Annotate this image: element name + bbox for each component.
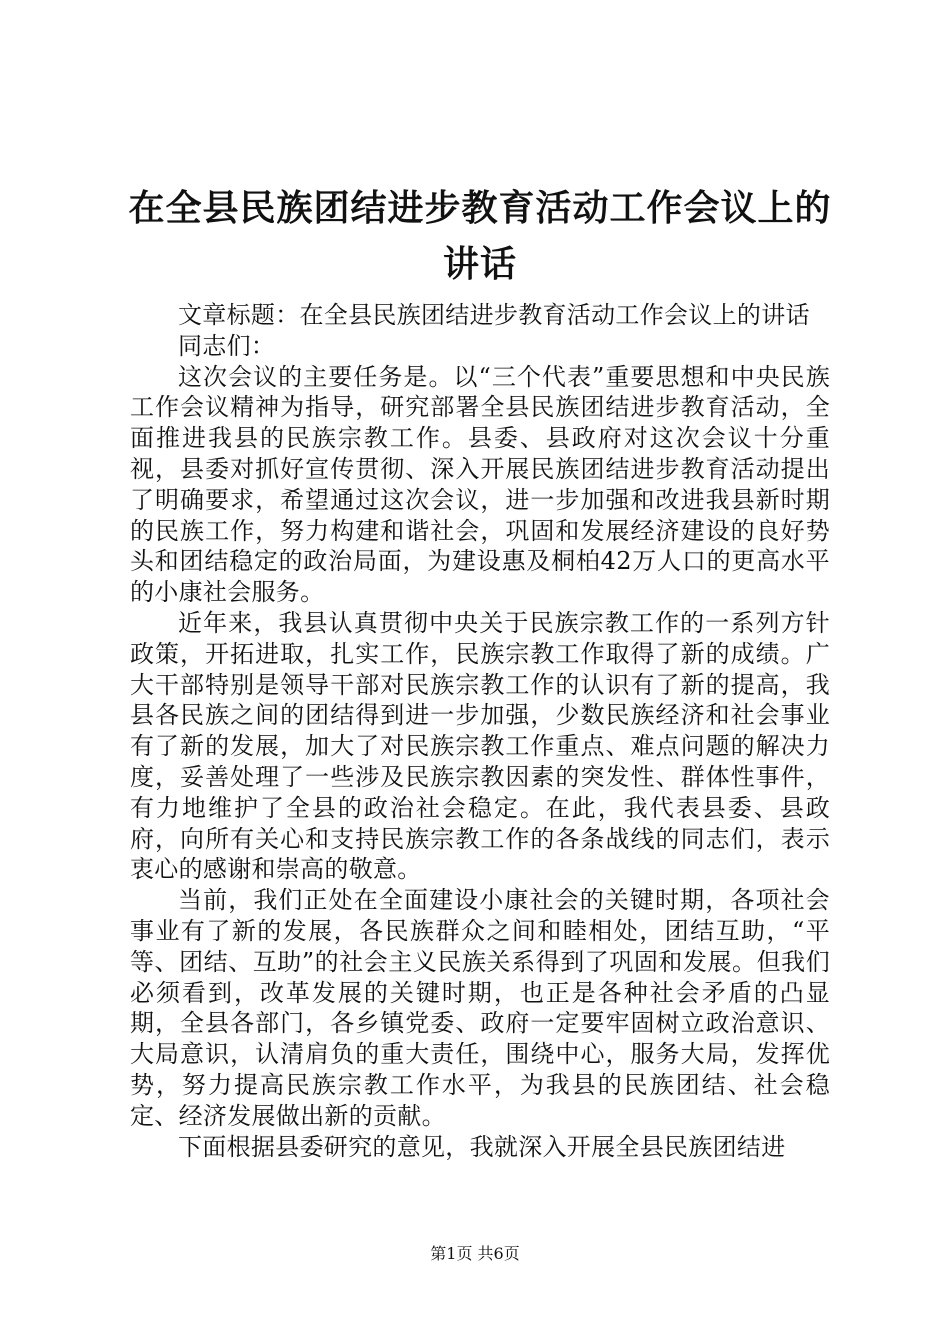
paragraph-article-title: 文章标题：在全县民族团结进步教育活动工作会议上的讲话	[178, 301, 810, 329]
page-footer: 第1页 共6页	[430, 1244, 520, 1263]
paragraph-meeting-task: 这次会议的主要任务是。以“三个代表”重要思想和中央民族工作会议精神为指导，研究部署全县民族团结进步教育活动，全面推进我县的民族宗教工作。县委、县政府对这次会议十分重视，县委对抓好宣传贯彻、深入开展民族团结进步教育活动提出了明确要求，希望通过这次会议，进一步加强和改进我县新时期的民族工作，努力构建和谐社会，巩固和发展经济建设的良好势头和团结稳定的政治局面，为建设惠及桐柏42万人口的更高水平的小康社会服务。	[130, 362, 830, 607]
paragraph-recent-years: 近年来，我县认真贯彻中央关于民族宗教工作的一系列方针政策，开拓进取，扎实工作，民族宗教工作取得了新的成绩。广大干部特别是领导干部对民族宗教工作的认识有了新的提高，我县各民族之间的团结得到进一步加强，少数民族经济和社会事业有了新的发展，加大了对民族宗教工作重点、难点问题的解决力度，妥善处理了一些涉及民族宗教因素的突发性、群体性事件，有力地维护了全县的政治社会稳定。在此，我代表县委、县政府，向所有关心和支持民族宗教工作的各条战线的同志们，表示衷心的感谢和崇高的敬意。	[130, 608, 830, 884]
document-title: 在全县民族团结进步教育活动工作会议上的讲话	[128, 187, 832, 285]
paragraph-salutation: 同志们：	[178, 331, 276, 360]
document-body	[130, 300, 830, 1162]
paragraph-current-period: 当前，我们正处在全面建设小康社会的关键时期，各项社会事业有了新的发展，各民族群众之间和睦相处，团结互助，“平等、团结、互助”的社会主义民族关系得到了巩固和发展。但我们必须看到，改革发展的关键时期，也正是各种社会矛盾的凸显期，全县各部门，各乡镇党委、政府一定要牢固树立政治意识、大局意识，认清肩负的重大责任，围绕中心，服务大局，发挥优势，努力提高民族宗教工作水平，为我县的民族团结、社会稳定、经济发展做出新的贡献。	[130, 886, 830, 1130]
paragraph-next-section: 下面根据县委研究的意见，我就深入开展全县民族团结进	[178, 1132, 786, 1161]
